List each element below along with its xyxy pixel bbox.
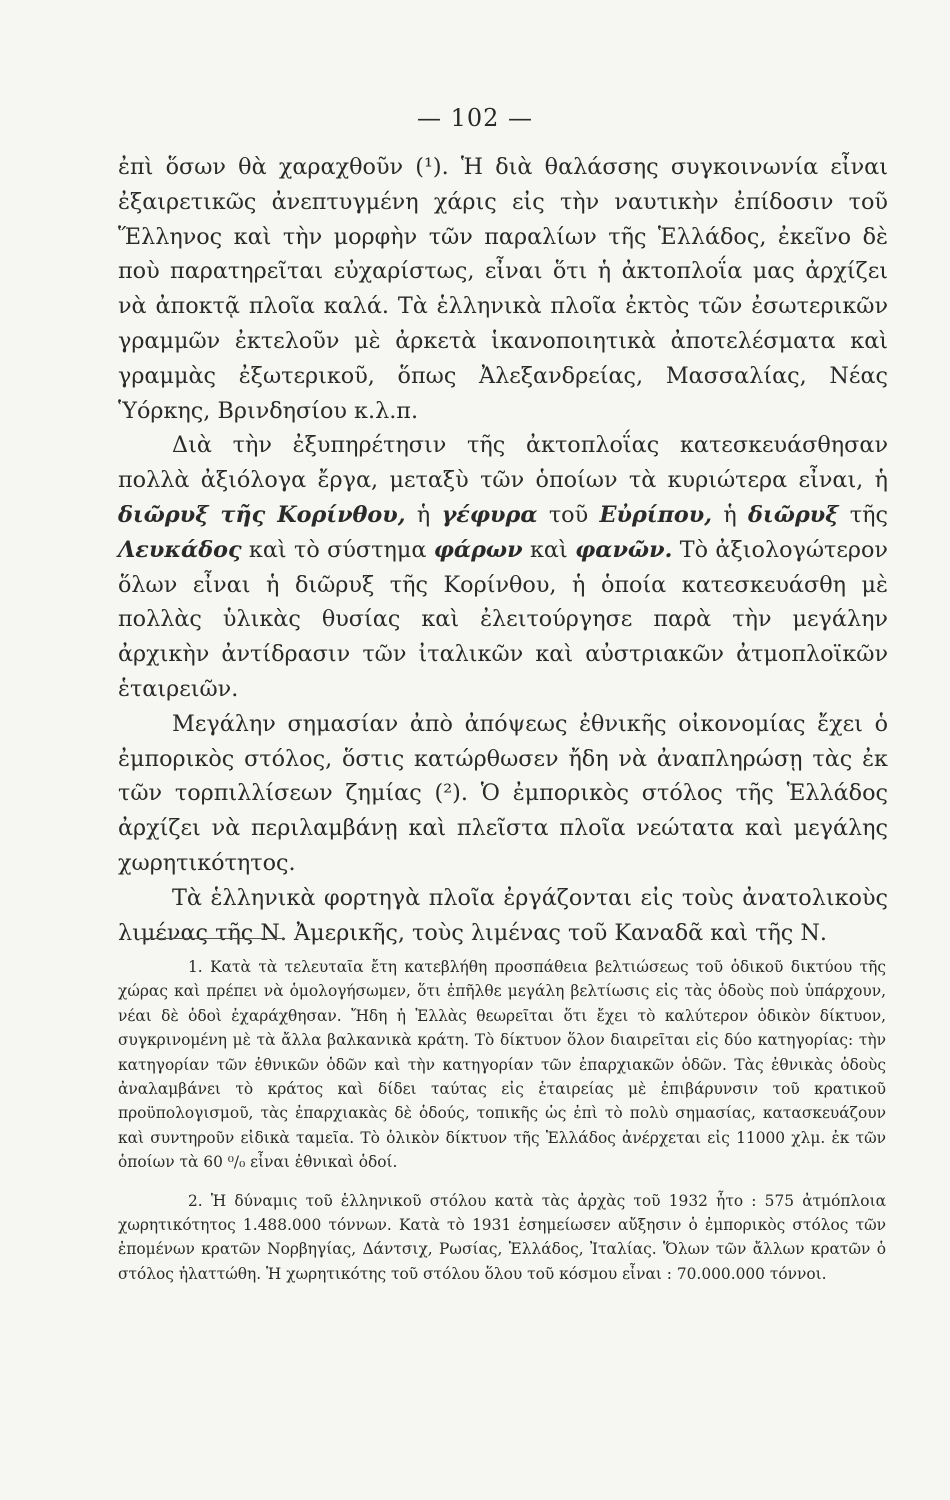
footnote-text: 2. Ἡ δύναμις τοῦ ἑλληνικοῦ στόλου κατὰ τὰς ἀρχὰς τοῦ 1932 ἦτο : 575 ἀτμόπλοια χωρητικότητος 1.488.000 τόννων. Κατὰ τὸ 1931 ἐσημείωσεν αὔξησιν ὁ ἐμπορικὸς στόλος τῶν ἑπομένων κρατῶν Νορβηγίας, Δάντσιχ, Ρωσίας, Ἑλλάδος, Ἰταλίας. Ὅλων τῶν ἄλλων κρατῶν ὁ στόλος ἠλαττώθη. Ἡ χωρητικότης τοῦ στόλου ὅλου τοῦ κόσμου εἶναι : 70.000.000 τόννοι. [118, 1191, 886, 1283]
paragraph-text: Τὸ ἀξιολογώτερον ὅλων εἶναι ἡ διῶρυξ τῆς Κορίνθου, ἡ ὁποία κατεσκευάσθη μὲ πολλὰς ὑλικὰς θυσίας καὶ ἐλειτούργησε παρὰ τὴν μεγάλην ἀρχικὴν ἀντίδρασιν τῶν ἰταλικῶν καὶ αὐστριακῶν ἀτμοπλοϊκῶν ἑταιρειῶν. [118, 536, 888, 702]
paragraph-text: ἡ [712, 501, 749, 528]
emphasis-lefkada: Λευκάδος [118, 536, 242, 563]
paragraph-text: Μεγάλην σημασίαν ἀπὸ ἀπόψεως ἐθνικῆς οἰκονομίας ἔχει ὁ ἐμπορικὸς στόλος, ὅστις κατώρθωσεν ἤδη νὰ ἀναπληρώσῃ τὰς ἐκ τῶν τορπιλλίσεων ζημίας (²). Ὁ ἐμπορικὸς στόλος τῆς Ἑλλάδος ἀρχίζει νὰ περιλαμβάνῃ καὶ πλεῖστα πλοῖα νεώτατα καὶ μεγάλης χωρητικότητος. [118, 710, 888, 876]
paragraph [118, 881, 888, 951]
footnote-divider [140, 938, 285, 939]
footnotes [118, 955, 886, 1286]
paragraph-text: τῆς [838, 501, 888, 528]
paragraph [118, 428, 888, 706]
page-number: — 102 — [416, 104, 534, 132]
footnote [118, 955, 886, 1175]
paragraph-text: Τὰ ἑλληνικὰ φορτηγὰ πλοῖα ἐργάζονται εἰς τοὺς ἀνατολικοὺς λιμένας τῆς Ν. Ἀμερικῆς, τοὺς λιμένας τοῦ Καναδᾶ καὶ τῆς Ν. [118, 884, 888, 946]
main-text [118, 150, 888, 950]
footnote-text: 1. Κατὰ τὰ τελευταῖα ἔτη κατεβλήθη προσπάθεια βελτιώσεως τοῦ ὁδικοῦ δικτύου τῆς χώρας καὶ πρέπει νὰ ὁμολογήσωμεν, ὅτι ἐπῆλθε μεγάλη βελτίωσις εἰς τὰς ὁδοὺς ποὺ ὑπάρχουν, νέαι δὲ ὁδοὶ ἐχαράχθησαν. Ἤδη ἡ Ἑλλὰς θεωρεῖται ὅτι ἔχει τὸ καλύτερον ὁδικὸν δίκτυον, συγκρινομένη μὲ τὰ ἄλλα βαλκανικὰ κράτη. Τὸ δίκτυον ὅλον διαιρεῖται εἰς δύο κατηγορίας: τὴν κατηγορίαν τῶν ἐθνικῶν ὁδῶν καὶ τὴν κατηγορίαν τῶν ἐπαρχιακῶν ὁδῶν. Τὰς ἐθνικὰς ὁδοὺς ἀναλαμβάνει τὸ κράτος καὶ δίδει ταύτας εἰς ἑταιρείας μὲ ἐπιβάρυνσιν τοῦ κρατικοῦ προϋπολογισμοῦ, τὰς ἐπαρχιακὰς δὲ ὁδούς, τοπικῆς ὡς ἐπὶ τὸ πολὺ σημασίας, κατασκευάζουν καὶ συντηροῦν εἰδικὰ ταμεῖα. Τὸ ὁλικὸν δίκτυον τῆς Ἑλλάδος ἀνέρχεται εἰς 11000 χλμ. ἐκ τῶν ὁποίων τὰ 60 ⁰/₀ εἶναι ἐθνικαὶ ὁδοί. [118, 958, 886, 1172]
paragraph-text: τοῦ [537, 501, 600, 528]
paragraph-text: Διὰ τὴν ἐξυπηρέτησιν τῆς ἀκτοπλοΐας κατεσκευάσθησαν πολλὰ ἀξιόλογα ἔργα, μεταξὺ τῶν ὁποίων τὰ κυριώτερα εἶναι, ἡ [118, 432, 888, 494]
emphasis-euripus: Εὐρίπου, [599, 501, 712, 528]
emphasis-lighthouses: φάρων [433, 536, 523, 563]
emphasis-canal: διῶρυξ [748, 501, 839, 528]
paragraph [118, 707, 888, 881]
paragraph [118, 150, 888, 428]
emphasis-beacons: φανῶν. [575, 536, 673, 563]
emphasis-corinth-canal: διῶρυξ τῆς Κορίνθου, [118, 501, 406, 528]
paragraph-text: καὶ τὸ σύστημα [241, 536, 434, 563]
paragraph-text: καὶ [522, 536, 576, 563]
emphasis-bridge: γέφυρα [441, 501, 538, 528]
paragraph-text: ἐπὶ ὅσων θὰ χαραχθοῦν (¹). Ἡ διὰ θαλάσσης συγκοινωνία εἶναι ἐξαιρετικῶς ἀνεπτυγμένη χάρις εἰς τὴν ναυτικὴν ἐπίδοσιν τοῦ Ἕλληνος καὶ τὴν μορφὴν τῶν παραλίων τῆς Ἑλλάδος, ἐκεῖνο δὲ ποὺ παρατηρεῖται εὐχαρίστως, εἶναι ὅτι ἡ ἀκτοπλοΐα μας ἀρχίζει νὰ ἀποκτᾷ πλοῖα καλά. Τὰ ἑλληνικὰ πλοῖα ἐκτὸς τῶν ἐσωτερικῶν γραμμῶν ἐκτελοῦν μὲ ἀρκετὰ ἱκανοποιητικὰ ἀποτελέσματα καὶ γραμμὰς ἐξωτερικοῦ, ὅπως Ἀλεξανδρείας, Μασσαλίας, Νέας Ὑόρκης, Βρινδησίου κ.λ.π. [118, 154, 888, 424]
footnote [118, 1189, 886, 1287]
paragraph-text: ἡ [405, 501, 442, 528]
